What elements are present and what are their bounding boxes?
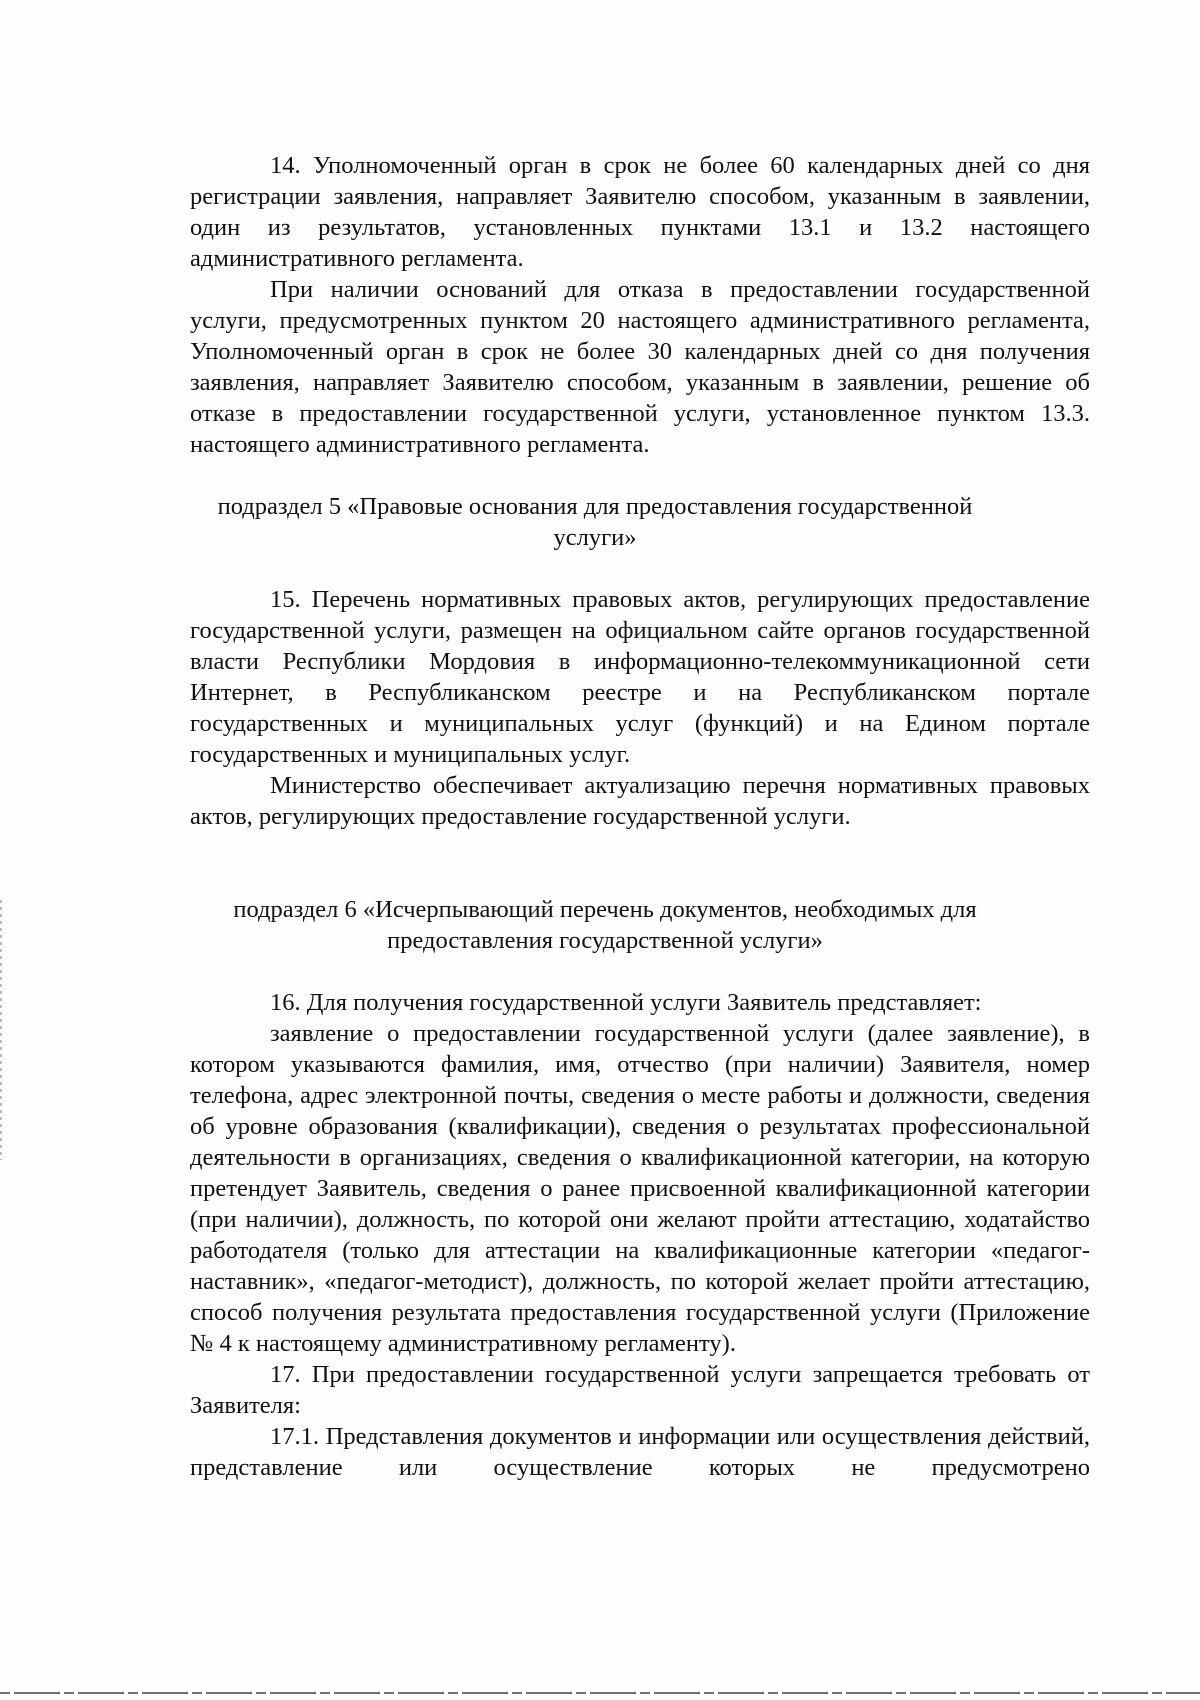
spacer — [190, 553, 1090, 584]
paragraph-15: 15. Перечень нормативных правовых актов, регулирующих предоставление государственной услуги, размещен на официальном сайте органов государственной власти Республики Мордовия в информационно-телекоммуникационной сети Интернет, в Республиканском реестре и на Республиканском портале государственных и муниципальных услуг (функций) и на Едином портале государственных и муниципальных услуг. — [190, 586, 1090, 768]
paragraph-16: 16. Для получения государственной услуги Заявитель представляет: — [270, 989, 982, 1016]
subsection-6-heading: подраздел 6 «Исчерпывающий перечень документов, необходимых для предоставления государственной услуги» — [233, 896, 977, 954]
scan-edge-artifact — [0, 900, 2, 1160]
scan-bottom-edge-artifact — [0, 1692, 1200, 1694]
subsection-5-heading: подраздел 5 «Правовые основания для предоставления государственной услуги» — [217, 493, 973, 551]
spacer — [190, 956, 1090, 987]
spacer — [190, 460, 1090, 491]
document-body — [190, 150, 1090, 1483]
paragraph-14-refusal: При наличии оснований для отказа в предоставлении государственной услуги, предусмотренных пунктом 20 настоящего административного регламента, Уполномоченный орган в срок не более 30 календарных дней со дня получения заявления, направляет Заявителю способом, указанным в заявлении, решение об отказе в предоставлении государственной услуги, установленное пунктом 13.3. настоящего административного регламента. — [190, 276, 1090, 458]
paragraph-16-application: заявление о предоставлении государственной услуги (далее заявление), в котором указываются фамилия, имя, отчество (при наличии) Заявителя, номер телефона, адрес электронной почты, сведения о месте работы и должности, сведения об уровне образования (квалификации), сведения о результатах профессиональной деятельности в организациях, сведения о квалификационной категории, на которую претендует Заявитель, сведения о ранее присвоенной квалификационной категории (при наличии), должность, по которой они желают пройти аттестацию, ходатайство работодателя (только для аттестации на квалификационные категории «педагог-наставник», «педагог-методист), должность, по которой желает пройти аттестацию, способ получения результата предоставления государственной услуги (Приложение № 4 к настоящему административному регламенту). — [190, 1020, 1090, 1357]
paragraph-17: 17. При предоставлении государственной услуги запрещается требовать от Заявителя: — [190, 1361, 1090, 1419]
paragraph-17-1: 17.1. Представления документов и информации или осуществления действий, представление или осуществление которых не предусмотрено — [190, 1423, 1090, 1481]
paragraph-15-ministry: Министерство обеспечивает актуализацию перечня нормативных правовых актов, регулирующих предоставление государственной услуги. — [190, 772, 1090, 830]
spacer — [190, 832, 1090, 894]
paragraph-14: 14. Уполномоченный орган в срок не более 60 календарных дней со дня регистрации заявления, направляет Заявителю способом, указанным в заявлении, один из результатов, установленных пунктами 13.1 и 13.2 настоящего административного регламента. — [190, 152, 1090, 272]
